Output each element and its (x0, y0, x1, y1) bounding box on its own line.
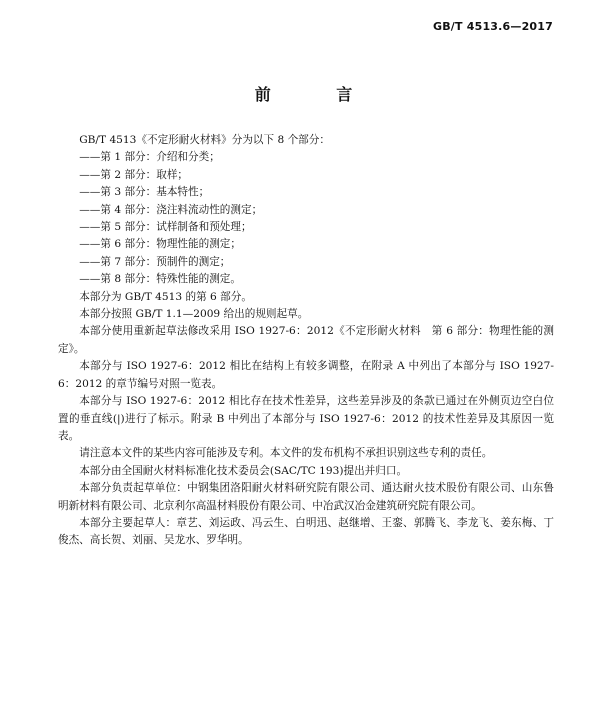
committee-statement: 本部分由全国耐火材料标准化技术委员会(SAC/TC 193)提出并归口。 (79, 464, 408, 477)
drafting-organizations: 本部分负责起草单位：中钢集团洛阳耐火材料研究院有限公司、通达耐火技术股份有限公司、山东鲁明新材料有限公司、北京利尔高温材料股份有限公司、中冶武汉冶金建筑研究院有限公司。 (58, 482, 554, 512)
list-item: ——第 6 部分：物理性能的测定； (79, 238, 241, 251)
patent-notice: 请注意本文件的某些内容可能涉及专利。本文件的发布机构不承担识别这些专利的责任。 (79, 447, 493, 460)
list-item: ——第 2 部分：取样； (79, 168, 189, 181)
page-title: 前 言 (254, 85, 383, 104)
part-statement: 本部分为 GB/T 4513 的第 6 部分。 (79, 290, 252, 303)
list-item: ——第 7 部分：预制件的测定； (79, 255, 231, 268)
list-item: ——第 8 部分：特殊性能的测定。 (79, 273, 241, 286)
technical-difference-statement: 本部分与 ISO 1927-6：2012 相比存在技术性差异，这些差异涉及的条款已通过在外侧页边空白位置的垂直线(|)进行了标示。附录 B 中列出了本部分与 ISO 1927-6：2012 的技术性差异及其原因一览表。 (58, 395, 554, 442)
list-item: ——第 4 部分：浇注料流动性的测定； (79, 203, 263, 216)
list-item: ——第 3 部分：基本特性； (79, 186, 210, 199)
drafting-rules-statement: 本部分按照 GB/T 1.1—2009 给出的规则起草。 (79, 308, 309, 321)
list-item: ——第 1 部分：介绍和分类； (79, 151, 220, 164)
structure-difference-statement: 本部分与 ISO 1927-6：2012 相比在结构上有较多调整，在附录 A 中列出了本部分与 ISO 1927-6：2012 的章节编号对照一览表。 (58, 360, 554, 390)
adoption-statement: 本部分使用重新起草法修改采用 ISO 1927-6：2012《不定形耐火材料 第 6 部分：物理性能的测定》。 (58, 325, 554, 355)
main-drafters: 本部分主要起草人：章艺、刘运政、冯云生、白明迅、赵继增、王銮、郭腾飞、李龙飞、姜东梅、丁俊杰、高长贺、刘丽、吴龙水、罗华明。 (58, 516, 554, 547)
intro-paragraph: GB/T 4513《不定形耐火材料》分为以下 8 个部分： (79, 134, 330, 146)
standard-code: GB/T 4513.6—2017 (432, 20, 553, 33)
foreword-body (58, 132, 554, 550)
list-item: ——第 5 部分：试样制备和预处理； (79, 221, 252, 234)
